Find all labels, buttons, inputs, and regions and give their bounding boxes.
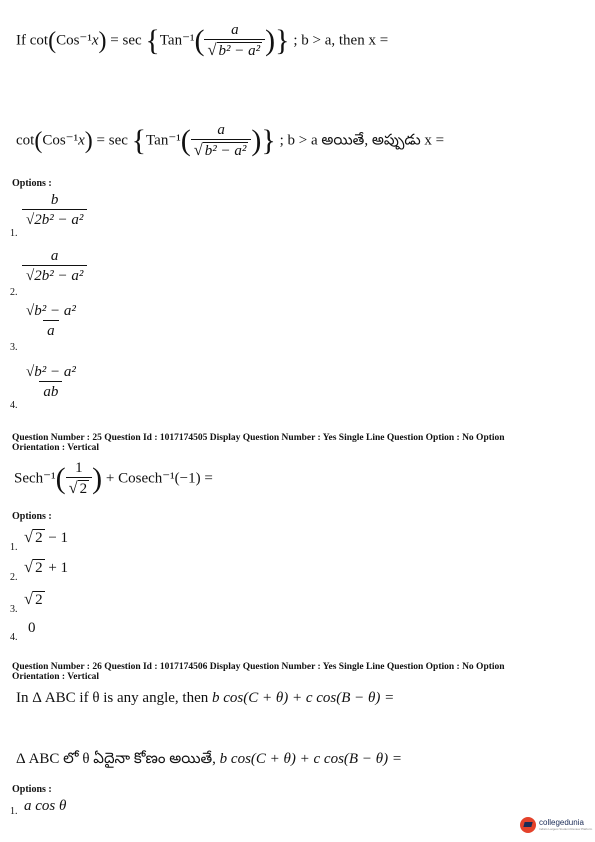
option-numerator: a: [50, 248, 59, 264]
text-expression: b cos(C + θ) + c cos(B − θ) =: [219, 751, 402, 767]
option-numerator: b² − a²: [34, 364, 76, 380]
q25-meta-line-2: Orientation : Vertical: [12, 443, 100, 453]
text-tan-inv: Tan⁻¹: [146, 132, 181, 149]
text-cot: cot: [16, 132, 35, 149]
text-x: x: [91, 32, 99, 49]
q25-option-4[interactable]: [28, 620, 36, 637]
collegedunia-logo-icon: [520, 817, 536, 833]
q24-option-4[interactable]: √b² − a² ab: [26, 364, 76, 400]
text-question: Δ ABC లో θ ఏదైనా కోణం అయితే,: [16, 751, 216, 767]
text-sec: = sec: [96, 132, 128, 149]
q24-option-4-number: 4.: [10, 400, 18, 411]
q24-option-2-number: 2.: [10, 287, 18, 298]
q24-telugu-statement: cot(Cos⁻¹x) = sec {Tan⁻¹( $\frac{a}{\text{√ b² − a²}}$ )} ; b > a అయితే, అప్పుడు x =: [16, 122, 445, 159]
option-denominator: ab: [39, 381, 62, 401]
option-root: 2: [35, 530, 43, 546]
denominator: b² − a²: [218, 43, 261, 59]
option-suffix: − 1: [44, 530, 69, 546]
q26-options-label: Options :: [12, 784, 52, 795]
q25-option-1[interactable]: √ 2 − 1: [24, 527, 69, 546]
q24-english-statement: If cot(Cos⁻¹x) = sec {Tan⁻¹( $\frac{a}{\text{√ b² − a²}}$ )} ; b > a, then x =: [16, 22, 389, 59]
q25-option-2-number: 2.: [10, 572, 18, 583]
logo-tagline: India's Largest Student Review Platform: [539, 827, 593, 831]
option-denominator: 2b² − a²: [34, 268, 84, 284]
option-denominator: 2b² − a²: [34, 212, 84, 228]
text-cos-inv: Cos⁻¹: [56, 32, 92, 49]
collegedunia-logo: [520, 817, 592, 833]
q24-options-label: Options :: [12, 178, 52, 189]
q26-meta-line-2: Orientation : Vertical: [12, 672, 100, 682]
option-numerator: b: [50, 192, 59, 208]
denominator: b² − a²: [204, 143, 247, 159]
denominator: 2: [79, 481, 88, 497]
fraction: $\frac{a}{\text{√ b² − a²}}$: [204, 22, 265, 60]
q25-meta-line-1: Question Number : 25 Question Id : 1017174505 Display Question Number : Yes Single Line Question Option : No Option: [12, 433, 505, 443]
fraction: $\frac{a}{\text{√ b² − a²}}$: [191, 122, 252, 160]
q25-options-label: Options :: [12, 511, 52, 522]
text-cos-inv: Cos⁻¹: [42, 132, 79, 149]
text-cosech: + Cosech⁻¹(−1) =: [105, 470, 213, 487]
q25-option-4-number: 4.: [10, 632, 18, 643]
q26-meta-line-1: Question Number : 26 Question Id : 1017174506 Display Question Number : Yes Single Line Question Option : No Option: [12, 662, 505, 672]
option-value: 0: [28, 620, 36, 636]
q24-option-1-number: 1.: [10, 228, 18, 239]
q26-option-1[interactable]: a cos θ: [24, 798, 67, 814]
text-condition: ; b > a, then x =: [293, 32, 389, 49]
q26-telugu-statement: [16, 751, 402, 771]
text-condition: ; b > a అయితే, అప్పుడు x =: [279, 132, 445, 149]
q24-option-3[interactable]: √b² − a² a: [26, 303, 76, 339]
option-denominator: a: [43, 320, 59, 340]
text-tan-inv: Tan⁻¹: [159, 32, 195, 49]
text-x: x: [78, 132, 85, 149]
option-numerator: b² − a²: [34, 303, 76, 319]
q25-option-3[interactable]: √ 2: [24, 589, 43, 608]
text-sech-inv: Sech⁻¹: [14, 470, 56, 487]
logo-name: collegedunia: [539, 818, 584, 827]
q26-english-statement: [16, 690, 394, 707]
numerator: a: [217, 122, 225, 138]
q25-option-2[interactable]: √ 2 + 1: [24, 557, 69, 576]
fraction: $\frac{1}{√ 2}$: [66, 460, 93, 498]
numerator: 1: [75, 460, 83, 476]
q25-option-1-number: 1.: [10, 542, 18, 553]
q25-statement: Sech⁻¹( $\frac{1}{√ 2}$ ) + Cosech⁻¹(−1) =: [14, 460, 213, 497]
option-root: 2: [35, 560, 43, 576]
q26-option-1-number: 1.: [10, 806, 18, 817]
q24-option-1[interactable]: b √2b² − a²: [22, 192, 87, 229]
text-cot: cot: [29, 32, 49, 49]
text-question: In Δ ABC if θ is any angle, then: [16, 690, 209, 706]
option-root: 2: [35, 592, 43, 608]
text-sec: = sec: [110, 32, 142, 49]
q25-option-3-number: 3.: [10, 604, 18, 615]
q24-option-2[interactable]: a √2b² − a²: [22, 248, 87, 285]
q24-option-3-number: 3.: [10, 342, 18, 353]
option-suffix: + 1: [44, 560, 69, 576]
text-expression: b cos(C + θ) + c cos(B − θ) =: [211, 690, 395, 706]
numerator: a: [231, 22, 239, 38]
text-if: If: [16, 32, 26, 49]
